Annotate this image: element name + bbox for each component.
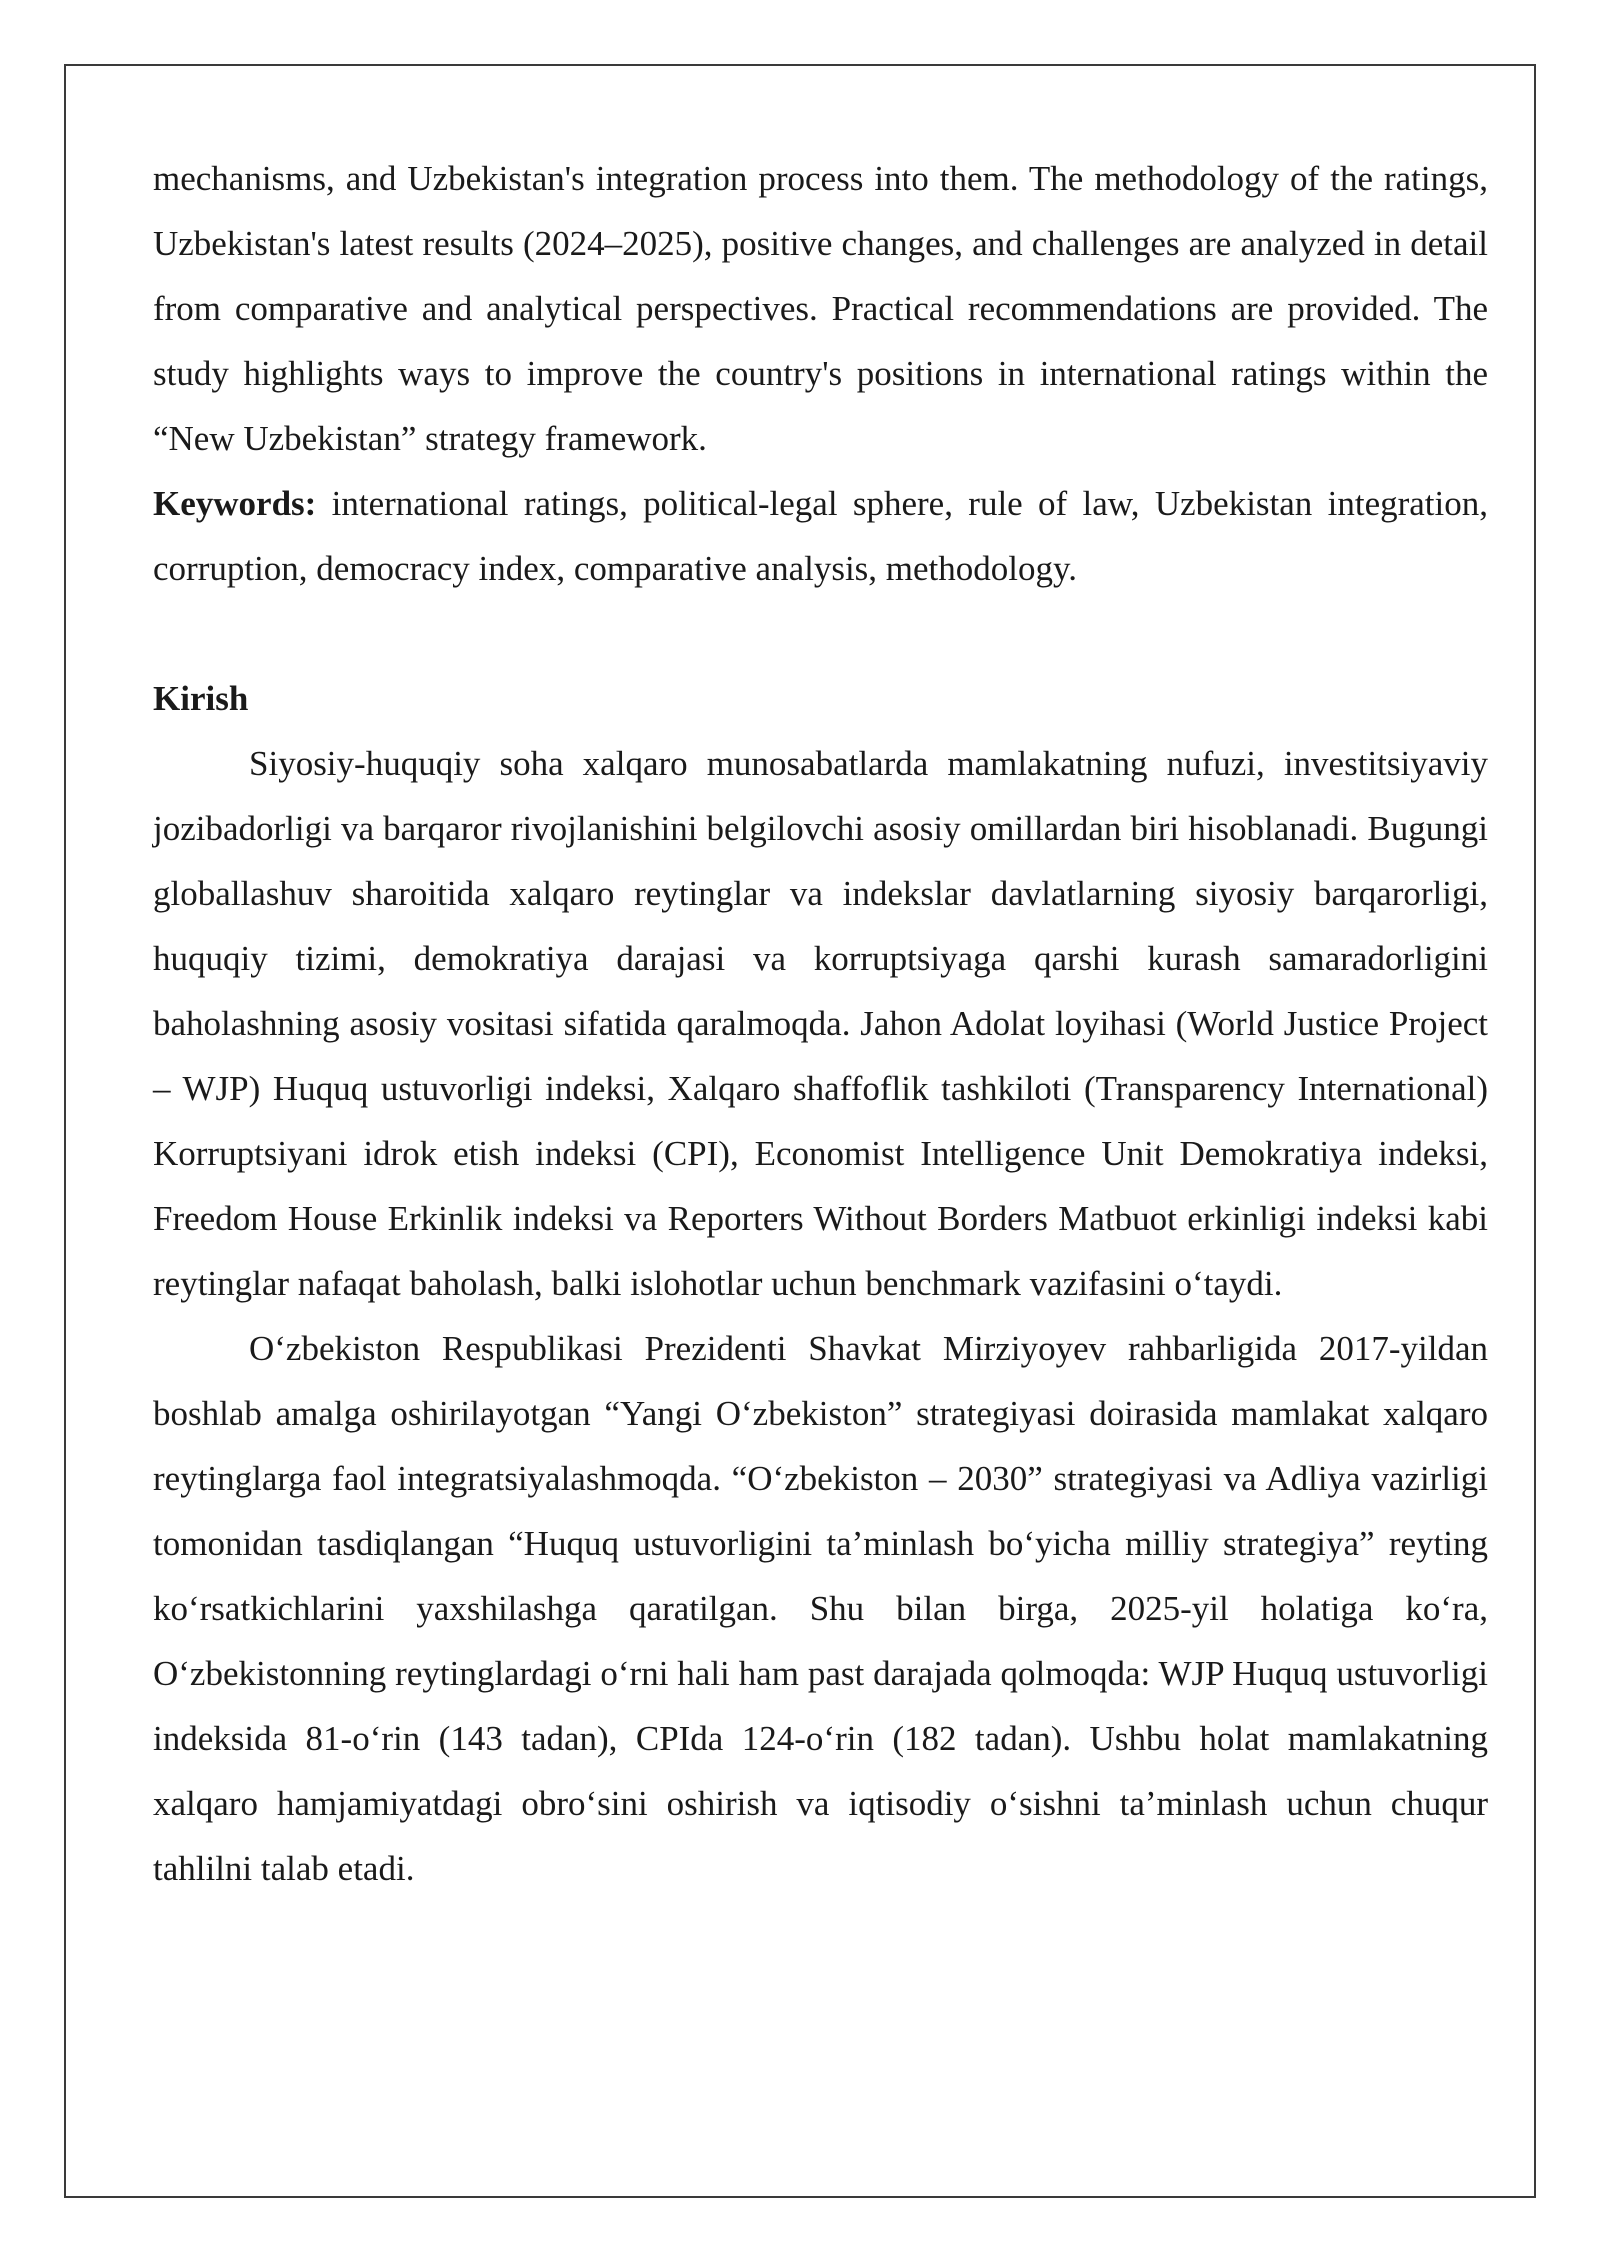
- section-spacer: [153, 601, 1488, 666]
- body-paragraph-2: Oʻzbekiston Respublikasi Prezidenti Shavkat Mirziyoyev rahbarligida 2017-yildan boshlab amalga oshirilayotgan “Yangi Oʻzbekiston” strategiyasi doirasida mamlakat xalqaro reytinglarga faol integratsiyalashmoqda. “Oʻzbekiston – 2030” strategiyasi va Adliya vazirligi tomonidan tasdiqlangan “Huquq ustuvorligini ta’minlash boʻyicha milliy strategiya” reyting koʻrsatkichlarini yaxshilashga qaratilgan. Shu bilan birga, 2025-yil holatiga koʻra, Oʻzbekistonning reytinglardagi oʻrni hali ham past darajada qolmoqda: WJP Huquq ustuvorligi indeksida 81-oʻrin (143 tadan), CPIda 124-oʻrin (182 tadan). Ushbu holat mamlakatning xalqaro hamjamiyatdagi obroʻsini oshirish va iqtisodiy oʻsishni ta’minlash uchun chuqur tahlilni talab etadi.: [153, 1329, 1488, 1888]
- keywords-label: Keywords:: [153, 484, 317, 523]
- section-heading: Kirish: [153, 679, 249, 718]
- keywords-text: international ratings, political-legal sphere, rule of law, Uzbekistan integration, corruption, democracy index, comparative analysis, methodology.: [153, 484, 1488, 588]
- keywords-paragraph: [153, 471, 1488, 601]
- abstract-continuation: mechanisms, and Uzbekistan's integration process into them. The methodology of the ratings, Uzbekistan's latest results (2024–2025), positive changes, and challenges are analyzed in detail from comparative and analytical perspectives. Practical recommendations are provided. The study highlights ways to improve the country's positions in international ratings within the “New Uzbekistan” strategy framework.: [153, 159, 1488, 458]
- document-body: [153, 146, 1488, 1901]
- body-paragraph-1: Siyosiy-huquqiy soha xalqaro munosabatlarda mamlakatning nufuzi, investitsiyaviy jozibadorligi va barqaror rivojlanishini belgilovchi asosiy omillardan biri hisoblanadi. Bugungi globallashuv sharoitida xalqaro reytinglar va indekslar davlatlarning siyosiy barqarorligi, huquqiy tizimi, demokratiya darajasi va korruptsiyaga qarshi kurash samaradorligini baholashning asosiy vositasi sifatida qaralmoqda. Jahon Adolat loyihasi (World Justice Project – WJP) Huquq ustuvorligi indeksi, Xalqaro shaffoflik tashkiloti (Transparency International) Korruptsiyani idrok etish indeksi (CPI), Economist Intelligence Unit Demokratiya indeksi, Freedom House Erkinlik indeksi va Reporters Without Borders Matbuot erkinligi indeksi kabi reytinglar nafaqat baholash, balki islohotlar uchun benchmark vazifasini oʻtaydi.: [153, 744, 1488, 1303]
